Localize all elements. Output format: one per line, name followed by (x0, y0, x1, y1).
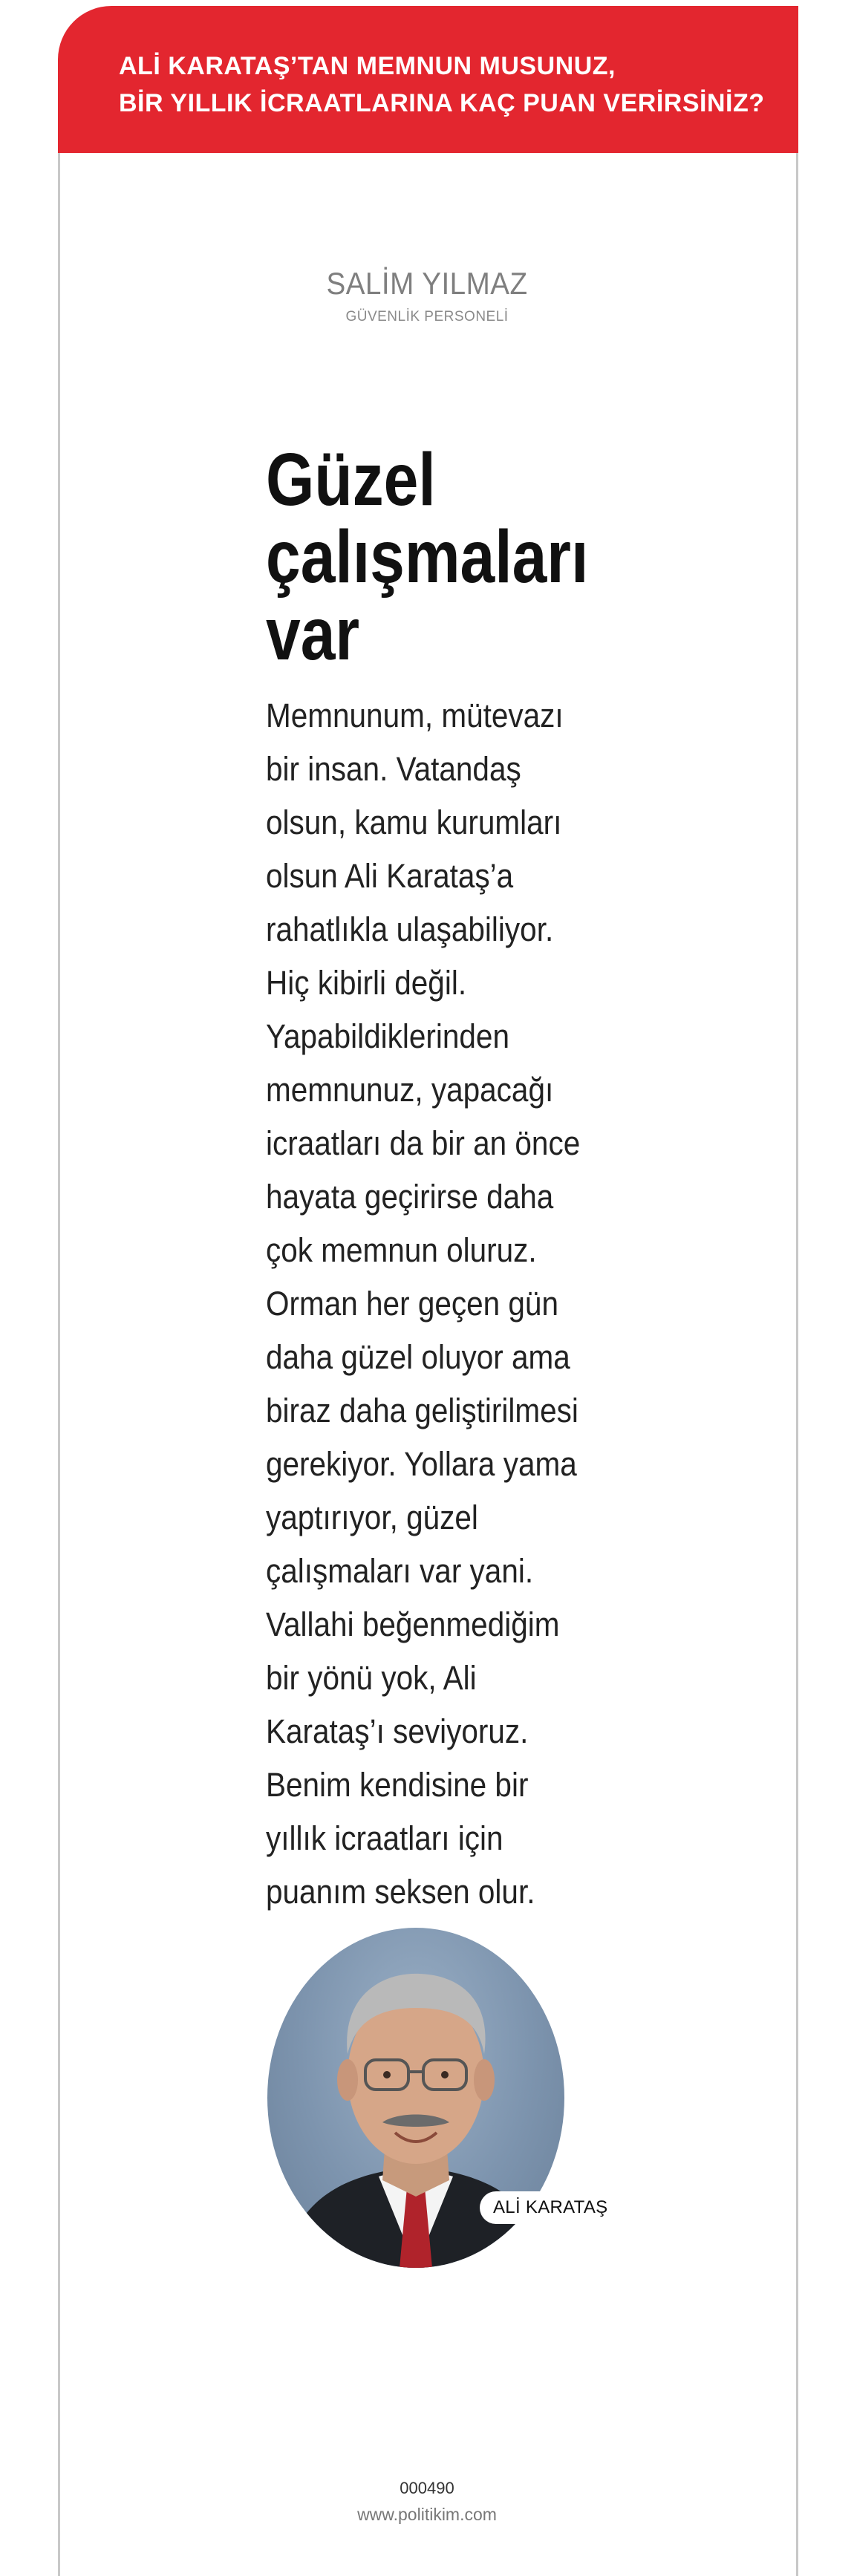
body-line: Benim kendisine bir (266, 1766, 529, 1804)
body-line: Karataş’ı seviyoruz. (266, 1712, 529, 1750)
body-line: Vallahi beğenmediğim (266, 1605, 560, 1643)
body-line: daha güzel oluyor ama (266, 1338, 570, 1376)
body-line: bir insan. Vatandaş (266, 750, 521, 788)
body-line: hayata geçirirse daha (266, 1178, 554, 1216)
body-line: bir yönü yok, Ali (266, 1659, 477, 1697)
headline-line: Güzel (266, 438, 436, 521)
question-banner (58, 6, 798, 153)
body-line: icraatları da bir an önce (266, 1124, 581, 1162)
banner-line-2: BİR YILLIK İCRAATLARINA KAÇ PUAN VERİRSİNİZ? (119, 89, 765, 117)
frame-left-border (58, 152, 60, 2576)
quote-body (266, 689, 613, 1919)
body-line: Orman her geçen gün (266, 1285, 558, 1323)
banner-question (119, 48, 764, 122)
footer-url[interactable]: www.politikim.com (357, 2505, 497, 2524)
body-line: Hiç kibirli değil. (266, 964, 467, 1002)
body-line: yıllık icraatları için (266, 1819, 503, 1857)
body-line: memnunuz, yapacağı (266, 1071, 554, 1109)
body-line: Yapabildiklerinden (266, 1017, 509, 1055)
portrait-caption: ALİ KARATAŞ (480, 2191, 621, 2224)
quote-headline (266, 438, 615, 676)
body-line: olsun Ali Karataş’a (266, 857, 514, 895)
body-line: yaptırıyor, güzel (266, 1499, 478, 1536)
body-line: Memnunum, mütevazı (266, 697, 564, 734)
body-line: çalışmaları var yani. (266, 1552, 534, 1590)
frame-right-border (796, 152, 798, 2576)
banner-line-1: ALİ KARATAŞ’TAN MEMNUN MUSUNUZ, (119, 52, 616, 80)
headline-line: var (266, 593, 360, 676)
body-line: çok memnun oluruz. (266, 1231, 537, 1269)
body-line: biraz daha geliştirilmesi (266, 1392, 578, 1429)
respondent-name: SALİM YILMAZ (326, 266, 528, 301)
footer-code: 000490 (400, 2479, 454, 2497)
body-line: puanım seksen olur. (266, 1873, 535, 1911)
respondent-role: GÜVENLİK PERSONELİ (345, 309, 509, 325)
body-line: rahatlıkla ulaşabiliyor. (266, 910, 554, 948)
headline-line: çalışmaları (266, 515, 589, 599)
body-line: gerekiyor. Yollara yama (266, 1445, 577, 1483)
body-line: olsun, kamu kurumları (266, 803, 562, 841)
